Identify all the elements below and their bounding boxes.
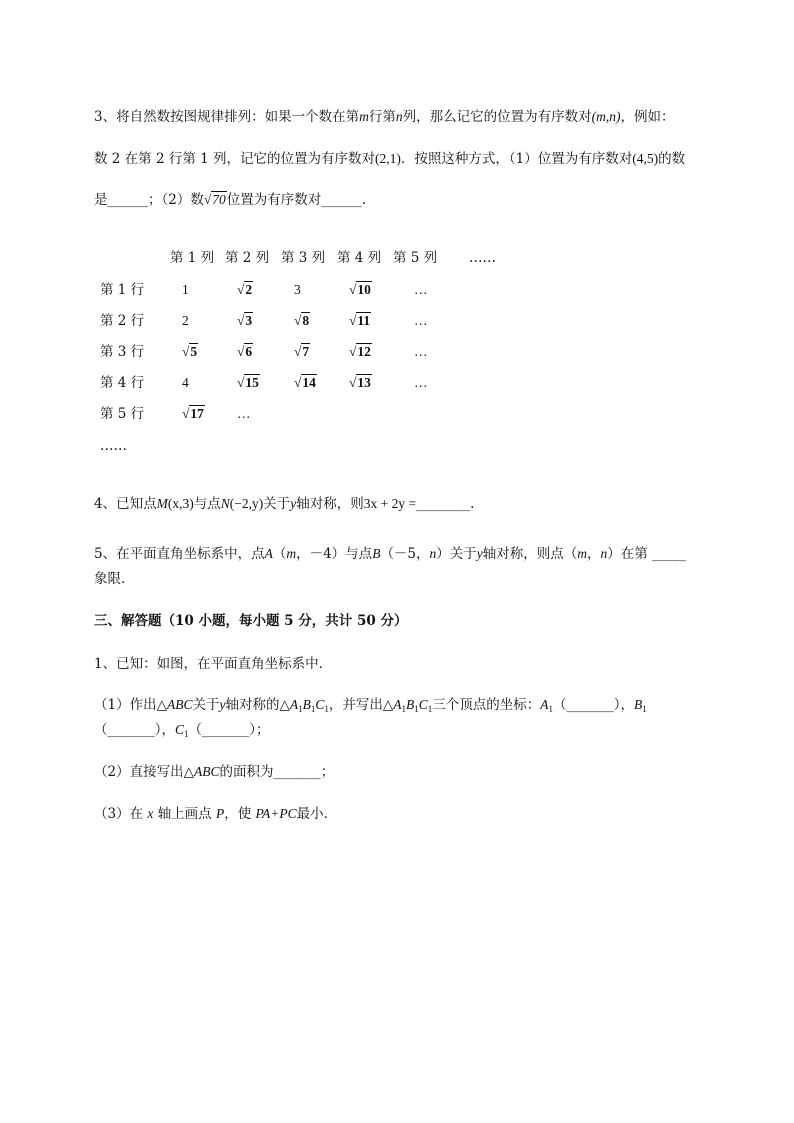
math-P: P	[215, 806, 225, 821]
table-cell: …	[414, 375, 428, 390]
math-coords: (x,3)	[167, 496, 194, 511]
text: 列，那么记它的位置为有序数对	[402, 109, 592, 125]
table-cell: √10	[349, 282, 371, 297]
text: （－5，	[380, 546, 430, 562]
text: 轴对称，则点（	[482, 546, 578, 562]
table-cell: √6	[237, 344, 253, 359]
text: 4、已知点	[94, 496, 157, 512]
table-cell: √17	[182, 406, 204, 421]
math-PA-PC: PA+PC	[255, 806, 297, 821]
row-header: 第 1 行	[100, 282, 145, 298]
s1-part3	[94, 804, 337, 824]
text: ）在第	[607, 546, 648, 562]
text: 轴对称，则	[296, 496, 364, 512]
q3-line-1	[94, 107, 674, 127]
math-M: M	[156, 496, 168, 511]
text: ，例如：	[620, 109, 675, 125]
answer-blank[interactable]: _______	[107, 722, 155, 738]
q5-line-2: 象限．	[94, 571, 135, 587]
math-ABC: ABC	[166, 697, 193, 712]
answer-blank[interactable]: _______	[202, 722, 250, 738]
math-B1: $B_1$	[634, 697, 647, 714]
text: ；（2）数	[148, 192, 204, 208]
table-cell: √11	[349, 313, 371, 328]
text: ，使	[224, 806, 252, 822]
math-A: A	[264, 546, 273, 561]
math-m: m	[359, 109, 369, 124]
text: ．按照这种方式，（1）位置为有序数对	[400, 151, 633, 167]
text: ；	[320, 764, 335, 780]
table-cell: √13	[349, 375, 371, 390]
math-n: n	[429, 546, 437, 561]
col-header-ellipsis: ……	[469, 250, 496, 266]
text: 轴对称的△	[225, 697, 290, 713]
table-cell: √14	[294, 375, 316, 390]
math-n: n	[600, 546, 608, 561]
answer-blank[interactable]: ________	[416, 496, 471, 512]
text: （	[272, 546, 287, 562]
col-header: 第 3 列	[281, 250, 326, 266]
text: （2）直接写出△	[94, 764, 194, 780]
answer-blank[interactable]: _______	[566, 697, 614, 713]
table-cell: 3	[294, 282, 301, 297]
table-cell: √5	[182, 344, 198, 359]
text: 位置为有序数对	[226, 192, 322, 208]
text: .	[470, 496, 475, 512]
table-cell: 4	[182, 375, 189, 390]
text: 最小．	[296, 806, 338, 822]
math-y: y	[219, 697, 226, 712]
text: 与点	[193, 496, 221, 512]
q3-line-3	[94, 190, 366, 210]
text: 5、在平面直角坐标系中，点	[94, 546, 265, 562]
s1-intro: 1、已知：如图，在平面直角坐标系中．	[94, 656, 333, 672]
text: 3、将自然数按图规律排列：如果一个数在第	[94, 109, 360, 125]
math-m: m	[577, 546, 588, 561]
row-header: 第 5 行	[100, 406, 145, 422]
math-pair: (m,n)	[591, 109, 621, 124]
text: 三个顶点的坐标：	[432, 697, 541, 713]
text: 轴上画点	[157, 806, 212, 822]
table-cell: √12	[349, 344, 371, 359]
table-cell: …	[414, 344, 428, 359]
col-header: 第 1 列	[170, 250, 215, 266]
q5-line-1	[94, 544, 686, 564]
answer-blank[interactable]: _______	[273, 764, 321, 780]
table-cell: …	[414, 282, 428, 297]
answer-blank[interactable]: ______	[321, 192, 362, 208]
text: 的数	[658, 151, 686, 167]
row-header-ellipsis: ……	[100, 438, 127, 454]
math-B: B	[372, 546, 381, 561]
text: ），	[613, 697, 635, 713]
text: （	[94, 722, 108, 738]
text: 关于	[263, 496, 291, 512]
math-coords: (−2,y)	[229, 496, 264, 511]
text: （	[553, 697, 567, 713]
text: ，	[587, 546, 601, 562]
row-header: 第 3 行	[100, 344, 145, 360]
text: ，并写出△	[328, 697, 394, 713]
math-A1B1C1: $A_1B_1C_1$	[289, 697, 329, 714]
answer-blank[interactable]: ______	[107, 192, 148, 208]
q3-line-2	[94, 149, 685, 169]
math-expression: 3x + 2y =	[363, 496, 417, 511]
math-ABC: ABC	[193, 764, 220, 779]
table-cell: 1	[182, 282, 189, 297]
math-A1B1C1: $A_1B_1C_1$	[393, 697, 433, 714]
s1-part1-line-2	[94, 720, 270, 741]
table-cell: …	[237, 406, 251, 421]
table-cell: √7	[294, 344, 310, 359]
text: 是	[94, 192, 108, 208]
col-header: 第 2 列	[225, 250, 270, 266]
table-cell: √15	[237, 375, 259, 390]
section-heading: 三、解答题（10 小题，每小题 5 分，共计 50 分）	[94, 613, 408, 629]
table-cell: √8	[294, 313, 310, 328]
text: ）；	[249, 722, 270, 738]
math-C1: $C_1$	[175, 722, 189, 739]
text: ）关于	[436, 546, 477, 562]
math-A1: $A_1$	[540, 697, 554, 714]
math-pair: (2,1)	[375, 151, 401, 166]
text: ），	[154, 722, 175, 738]
math-m: m	[286, 546, 297, 561]
col-header: 第 4 列	[337, 250, 382, 266]
row-header: 第 2 行	[100, 313, 145, 329]
sqrt-70: √70	[203, 192, 226, 207]
math-y: y	[290, 496, 297, 511]
s1-part1-line-1	[94, 695, 647, 716]
text: 行第	[368, 109, 396, 125]
table-cell: √2	[237, 282, 253, 297]
col-header: 第 5 列	[393, 250, 438, 266]
text: （1）作出△	[94, 697, 167, 713]
table-cell: …	[414, 313, 428, 328]
table-cell: √3	[237, 313, 253, 328]
text: 关于	[192, 697, 220, 713]
math-n: n	[395, 109, 403, 124]
number-table	[94, 248, 514, 458]
math-N: N	[220, 496, 230, 511]
math-pair: (4,5)	[632, 151, 659, 166]
math-y: y	[476, 546, 483, 561]
text: 数 2 在第 2 行第 1 列，记它的位置为有序数对	[94, 151, 376, 167]
math-x: x	[147, 806, 154, 821]
text: .	[361, 192, 367, 208]
table-cell: 2	[182, 313, 189, 328]
q4-line	[94, 494, 474, 514]
row-header: 第 4 行	[100, 375, 145, 391]
answer-blank[interactable]: _____	[652, 546, 686, 562]
text: 的面积为	[219, 764, 274, 780]
text: （	[188, 722, 203, 738]
text: ，－4）与点	[296, 546, 373, 562]
s1-part2	[94, 762, 334, 782]
text: （3）在	[94, 806, 144, 822]
